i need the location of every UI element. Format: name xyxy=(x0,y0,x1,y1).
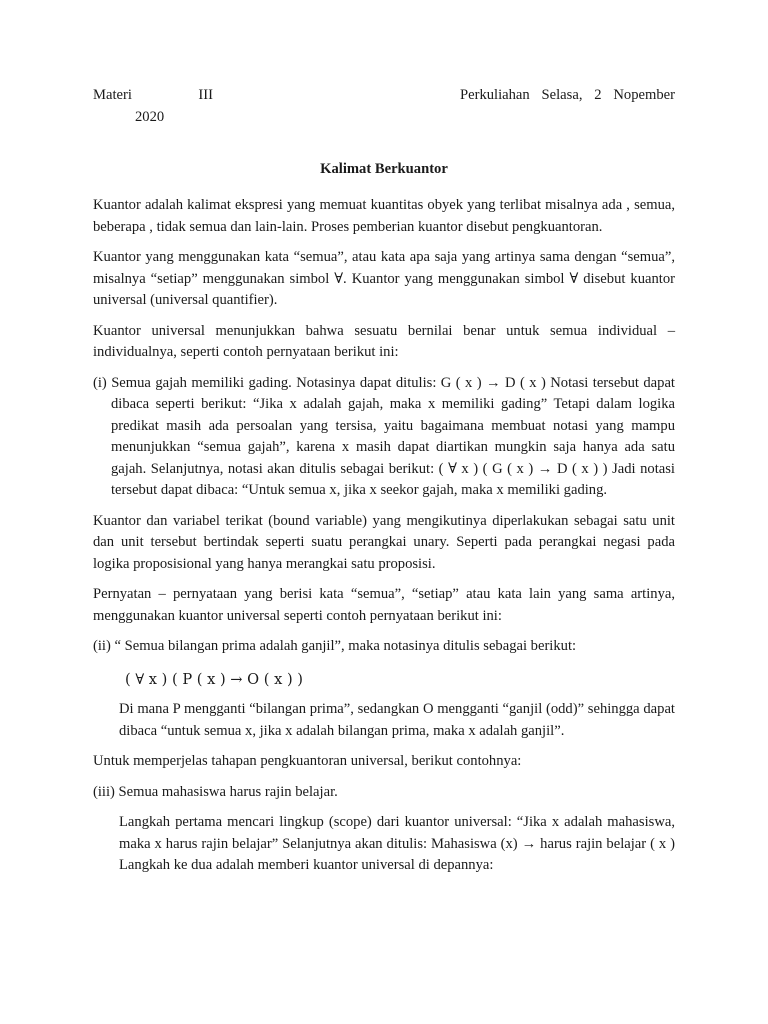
header-kuliah: Perkuliahan xyxy=(460,87,530,103)
paragraph-universal-symbol: Kuantor yang menggunakan kata “semua”, atau kata apa saja yang artinya sama dengan “semua”, misalnya “setiap” menggunakan simbol ∀. Kuantor yang menggunakan simbol ∀ disebut kuantor universal (universal quantifier). xyxy=(93,249,675,308)
document-page xyxy=(93,85,675,877)
header-date xyxy=(460,85,675,107)
example-i: (i) Semua gajah memiliki gading. Notasinya dapat ditulis: G ( x ) → D ( x ) Notasi tersebut dapat dibaca seperti berikut: “Jika x adalah gajah, maka x memiliki gading” Tetapi dalam logika predikat masih ada persoalan yang tersisa, yaitu bagaimana membuat notasi yang mampu menunjukkan “semua gajah”, karena x masih dapat diartikan mungkin saja hanya ada satu gajah. Selanjutnya, notasi akan ditulis sebagai berikut: ( ∀ x ) ( G ( x ) → D ( x ) ) Jadi notasi tersebut dapat dibaca: “Untuk semua x, jika x seekor gajah, maka x memiliki gading. xyxy=(93,374,675,498)
header-tanggal: 2 xyxy=(594,87,602,103)
example-iii-steps: Langkah pertama mencari lingkup (scope) dari kuantor universal: “Jika x adalah mahasiswa, maka x harus rajin belajar” Selanjutnya akan ditulis: Mahasiswa (x) → harus rajin belajar ( x ) Langkah ke dua adalah memberi kuantor universal di depannya: xyxy=(119,814,675,873)
header-bulan: Nopember xyxy=(613,87,675,103)
document-header xyxy=(93,85,675,107)
header-materi-label: Materi xyxy=(93,87,132,103)
example-iii: (iii) Semua mahasiswa harus rajin belajar. xyxy=(93,783,338,800)
paragraph-bound-variable: Kuantor dan variabel terikat (bound variable) yang mengikutinya diperlakukan sebagai satu unit dan unit tersebut bertindak seperti suatu perangkai unary. Seperti pada perangkai negasi pada logika proposisional yang hanya merangkai satu proposisi. xyxy=(93,512,675,572)
header-hari: Selasa, xyxy=(541,87,583,103)
document-title: Kalimat Berkuantor xyxy=(320,161,448,177)
formula-prime-odd: ( ∀ x ) ( P ( x ) → O ( x ) ) xyxy=(125,670,304,688)
example-ii: (ii) “ Semua bilangan prima adalah ganjil”, maka notasinya ditulis sebagai berikut: xyxy=(93,638,577,654)
header-year: 2020 xyxy=(135,109,165,125)
paragraph-statements: Pernyatan – pernyataan yang berisi kata “semua”, “setiap” atau kata lain yang sama artinya, menggunakan kuantor universal seperti contoh pernyataan berikut ini: xyxy=(93,586,675,624)
example-ii-explanation: Di mana P mengganti “bilangan prima”, sedangkan O mengganti “ganjil (odd)” sehingga dapat dibaca “untuk semua x, jika x adalah bilangan prima, maka x adalah ganjil”. xyxy=(119,701,675,739)
paragraph-definition: Kuantor adalah kalimat ekspresi yang memuat kuantitas obyek yang terlibat misalnya ada , semua, beberapa , tidak semua dan lain-lain. Proses pemberian kuantor disebut pengkuantoran. xyxy=(93,197,675,235)
header-materi-number: III xyxy=(198,87,213,103)
paragraph-universal-meaning: Kuantor universal menunjukkan bahwa sesuatu bernilai benar untuk semua individual – individualnya, seperti contoh pernyataan berikut ini: xyxy=(93,322,675,360)
header-materi xyxy=(93,85,213,107)
paragraph-steps-intro: Untuk memperjelas tahapan pengkuantoran universal, berikut contohnya: xyxy=(93,753,522,769)
